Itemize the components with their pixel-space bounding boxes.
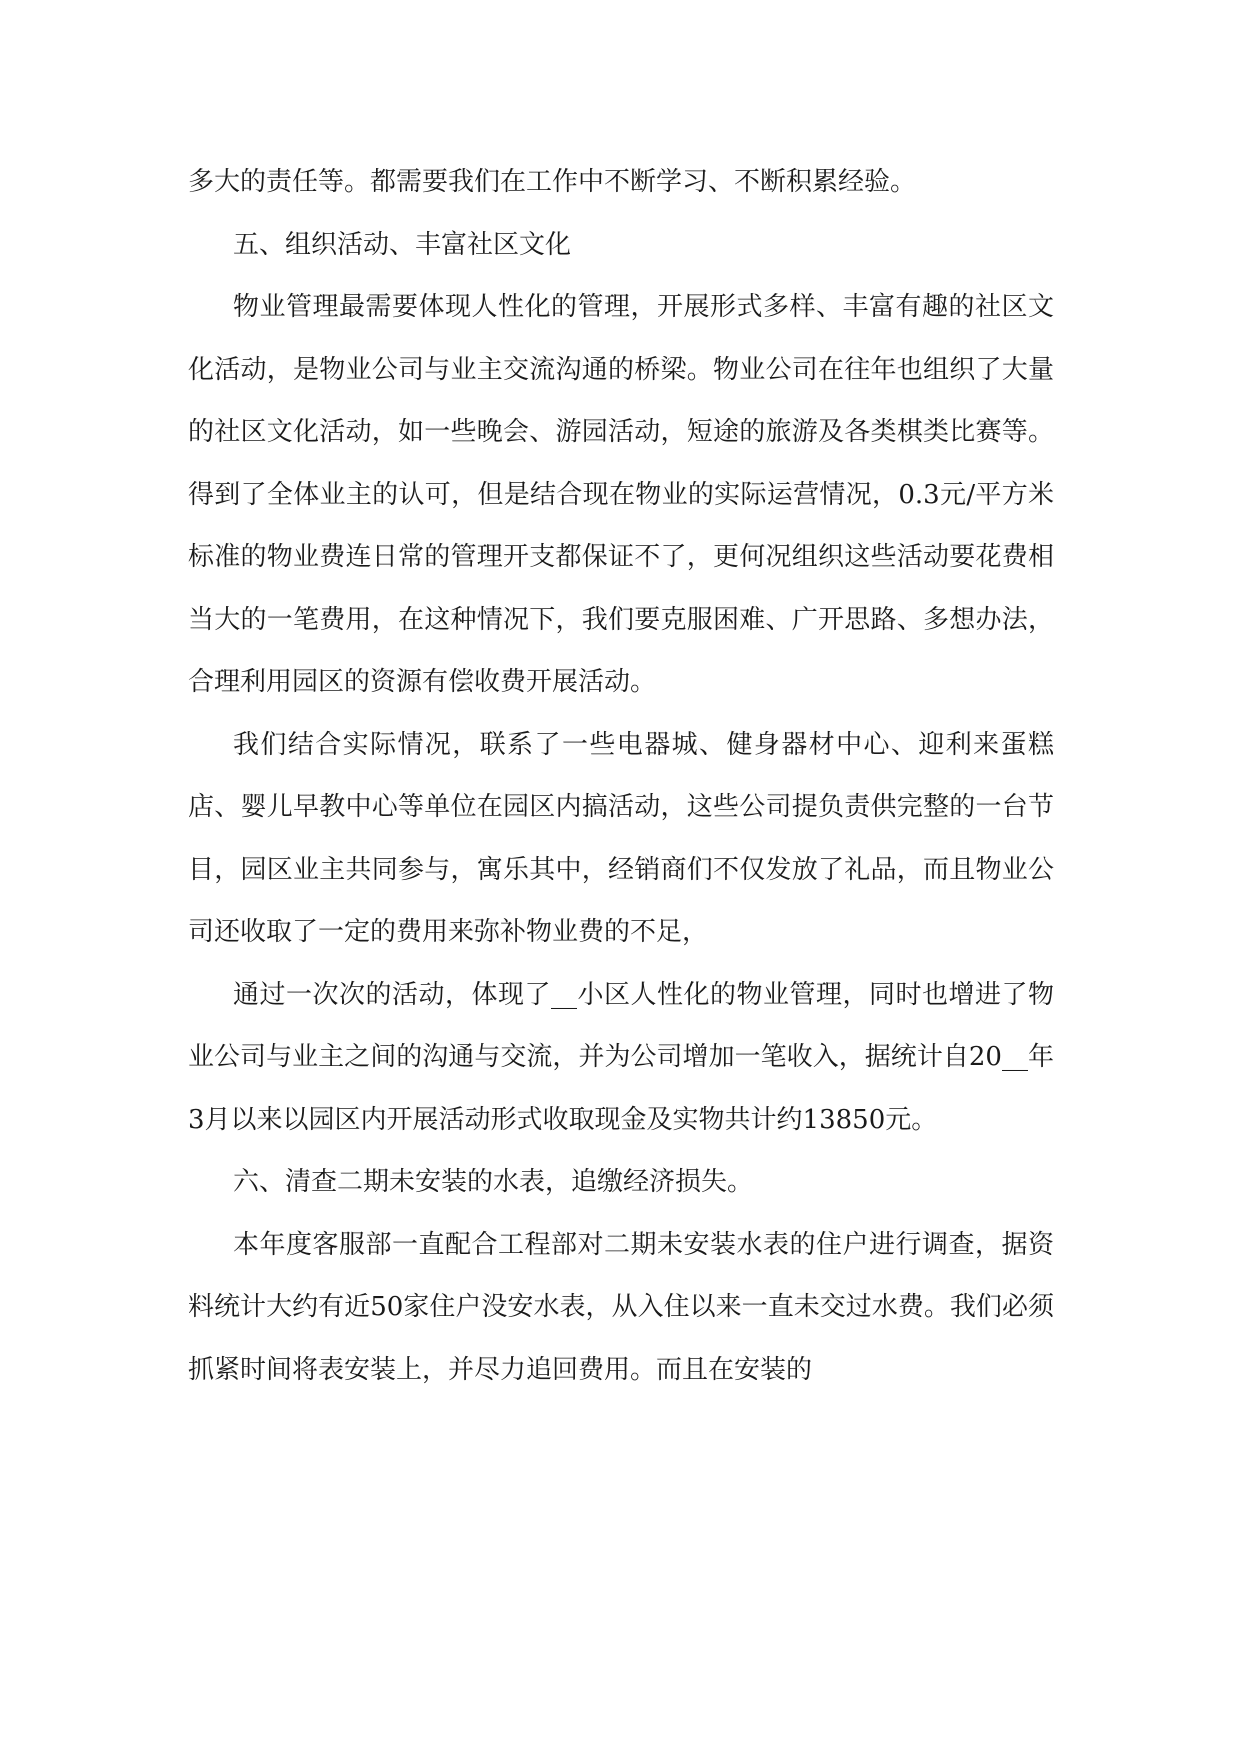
paragraph-activity-income: 通过一次次的活动，体现了__小区人性化的物业管理，同时也增进了物业公司与业主之间的沟通与交流，并为公司增加一笔收入，据统计自20__年3月以来以园区内开展活动形式收取现金及实物共计约13850元。 (188, 979, 1054, 1135)
section-heading-five: 五、组织活动、丰富社区文化 (233, 229, 572, 260)
document-body (188, 151, 1054, 1401)
paragraph-community-activities: 物业管理最需要体现人性化的管理，开展形式多样、丰富有趣的社区文化活动，是物业公司与业主交流沟通的桥梁。物业公司在往年也组织了大量的社区文化活动，如一些晚会、游园活动，短途的旅游及各类棋类比赛等。得到了全体业主的认可，但是结合现在物业的实际运营情况，0.3元/平方米标准的物业费连日常的管理开支都保证不了，更何况组织这些活动要花费相当大的一笔费用，在这种情况下，我们要克服困难、广开思路、多想办法，合理利用园区的资源有偿收费开展活动。 (188, 292, 1054, 697)
paragraph-continuation: 多大的责任等。都需要我们在工作中不断学习、不断积累经验。 (188, 167, 917, 197)
section-heading-six: 六、清查二期未安装的水表，追缴经济损失。 (233, 1167, 754, 1197)
paragraph-partner-events: 我们结合实际情况，联系了一些电器城、健身器材中心、迎利来蛋糕店、婴儿早教中心等单位在园区内搞活动，这些公司提负责供完整的一台节目，园区业主共同参与，寓乐其中，经销商们不仅发放了礼品，而且物业公司还收取了一定的费用来弥补物业费的不足， (188, 729, 1054, 947)
paragraph-water-meters: 本年度客服部一直配合工程部对二期未安装水表的住户进行调查，据资料统计大约有近50家住户没安水表，从入住以来一直未交过水费。我们必须抓紧时间将表安装上，并尽力追回费用。而且在安装的 (188, 1229, 1054, 1385)
